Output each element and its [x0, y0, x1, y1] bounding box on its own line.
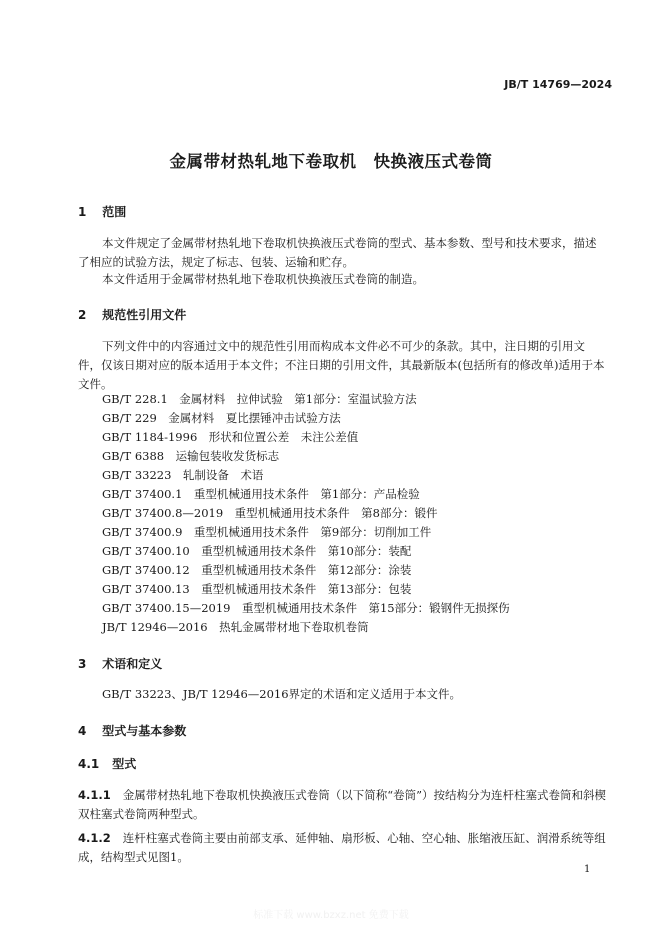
clause-number: 4.1.2: [78, 831, 111, 845]
clause-4-1-2: [78, 829, 608, 867]
reference-item: GB/T 37400.10 重型机械通用技术条件 第10部分：装配: [102, 544, 412, 558]
section-number: 4: [78, 724, 87, 738]
reference-item: GB/T 33223 轧制设备 术语: [102, 468, 264, 482]
reference-item: GB/T 37400.15—2019 重型机械通用技术条件 第15部分：锻钢件无损探伤: [102, 601, 510, 615]
terms-paragraph: GB/T 33223、JB/T 12946—2016界定的术语和定义适用于本文件。: [102, 687, 462, 701]
section-title: 规范性引用文件: [102, 308, 187, 322]
section-title: 型式与基本参数: [102, 724, 187, 738]
scope-paragraph-2: 本文件适用于金属带材热轧地下卷取机快换液压式卷筒的制造。: [102, 272, 424, 286]
clause-number: 4.1.1: [78, 788, 111, 802]
reference-item: GB/T 37400.8—2019 重型机械通用技术条件 第8部分：锻件: [102, 506, 438, 520]
references-intro: 下列文件中的内容通过文中的规范性引用而构成本文件必不可少的条款。其中，注日期的引用文件，仅该日期对应的版本适用于本文件；不注日期的引用文件，其最新版本(包括所有的修改单)适用于本文件。: [78, 339, 605, 391]
reference-item: GB/T 37400.13 重型机械通用技术条件 第13部分：包装: [102, 582, 412, 596]
reference-item: GB/T 37400.12 重型机械通用技术条件 第12部分：涂装: [102, 563, 412, 577]
subsection-heading-types: [78, 755, 136, 772]
section-title: 术语和定义: [102, 657, 163, 671]
section-number: 1: [78, 205, 87, 219]
subsection-number: 4.1: [78, 757, 100, 771]
clause-4-1-1: [78, 786, 608, 824]
reference-item: GB/T 229 金属材料 夏比摆锤冲击试验方法: [102, 411, 341, 425]
reference-item: GB/T 6388 运输包装收发货标志: [102, 449, 280, 463]
page-number: 1: [584, 864, 591, 875]
subsection-title: 型式: [112, 757, 137, 771]
section-heading-types-parameters: [78, 722, 186, 739]
watermark-text: 标准下载 www.bzxz.net 免费下载: [253, 910, 409, 921]
scope-paragraph-1: 本文件规定了金属带材热轧地下卷取机快换液压式卷筒的型式、基本参数、型号和技术要求，描述了相应的试验方法，规定了标志、包装、运输和贮存。: [78, 236, 597, 269]
document-title: 金属带材热轧地下卷取机 快换液压式卷筒: [169, 152, 493, 171]
reference-item: GB/T 1184-1996 形状和位置公差 未注公差值: [102, 430, 359, 444]
section-heading-scope: [78, 203, 126, 220]
section-number: 2: [78, 308, 87, 322]
reference-item: GB/T 228.1 金属材料 拉伸试验 第1部分：室温试验方法: [102, 392, 417, 406]
section-heading-normative-references: [78, 306, 186, 323]
section-number: 3: [78, 657, 87, 671]
reference-item: GB/T 37400.9 重型机械通用技术条件 第9部分：切削加工件: [102, 525, 432, 539]
reference-item: JB/T 12946—2016 热轧金属带材地下卷取机卷筒: [102, 620, 369, 634]
section-title: 范围: [102, 205, 127, 219]
section-heading-terms: [78, 655, 162, 672]
reference-item: GB/T 37400.1 重型机械通用技术条件 第1部分：产品检验: [102, 487, 420, 501]
document-code: JB/T 14769—2024: [504, 78, 612, 91]
clause-text: 连杆柱塞式卷筒主要由前部支承、延伸轴、扇形板、心轴、空心轴、胀缩液压缸、润滑系统等组成，结构型式见图1。: [78, 831, 606, 864]
clause-text: 金属带材热轧地下卷取机快换液压式卷筒（以下简称“卷筒”）按结构分为连杆柱塞式卷筒和斜楔双柱塞式卷筒两种型式。: [78, 788, 607, 821]
